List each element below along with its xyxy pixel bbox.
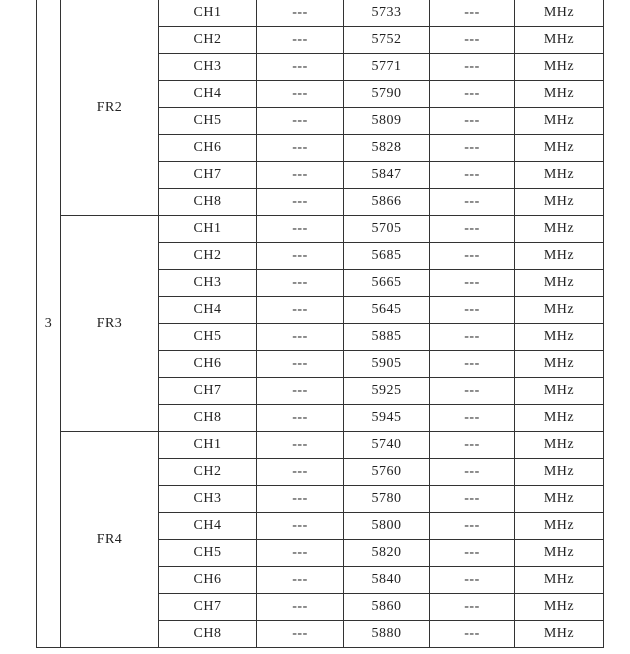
max-cell: ---	[430, 0, 515, 27]
frequency-cell: 5645	[344, 297, 430, 324]
min-cell: ---	[257, 189, 344, 216]
max-cell: ---	[430, 432, 515, 459]
channel-cell: CH1	[159, 432, 257, 459]
unit-cell: MHz	[515, 594, 604, 621]
unit-cell: MHz	[515, 324, 604, 351]
frequency-table	[36, 0, 604, 648]
unit-cell: MHz	[515, 567, 604, 594]
unit-cell: MHz	[515, 297, 604, 324]
max-cell: ---	[430, 486, 515, 513]
frequency-cell: 5780	[344, 486, 430, 513]
max-cell: ---	[430, 108, 515, 135]
min-cell: ---	[257, 594, 344, 621]
min-cell: ---	[257, 324, 344, 351]
channel-cell: CH2	[159, 459, 257, 486]
unit-cell: MHz	[515, 270, 604, 297]
min-cell: ---	[257, 297, 344, 324]
band-cell: FR2	[61, 0, 159, 216]
min-cell: ---	[257, 567, 344, 594]
unit-cell: MHz	[515, 27, 604, 54]
channel-cell: CH2	[159, 27, 257, 54]
max-cell: ---	[430, 135, 515, 162]
unit-cell: MHz	[515, 486, 604, 513]
channel-cell: CH7	[159, 162, 257, 189]
unit-cell: MHz	[515, 243, 604, 270]
item-index-cell: 3	[37, 0, 61, 648]
channel-cell: CH1	[159, 216, 257, 243]
channel-cell: CH4	[159, 81, 257, 108]
channel-cell: CH5	[159, 540, 257, 567]
frequency-cell: 5820	[344, 540, 430, 567]
max-cell: ---	[430, 324, 515, 351]
channel-cell: CH7	[159, 378, 257, 405]
min-cell: ---	[257, 81, 344, 108]
min-cell: ---	[257, 27, 344, 54]
max-cell: ---	[430, 621, 515, 648]
channel-cell: CH6	[159, 351, 257, 378]
channel-cell: CH3	[159, 54, 257, 81]
frequency-cell: 5809	[344, 108, 430, 135]
min-cell: ---	[257, 0, 344, 27]
min-cell: ---	[257, 513, 344, 540]
channel-cell: CH4	[159, 297, 257, 324]
max-cell: ---	[430, 594, 515, 621]
frequency-cell: 5880	[344, 621, 430, 648]
frequency-cell: 5733	[344, 0, 430, 27]
min-cell: ---	[257, 243, 344, 270]
unit-cell: MHz	[515, 459, 604, 486]
unit-cell: MHz	[515, 81, 604, 108]
min-cell: ---	[257, 486, 344, 513]
min-cell: ---	[257, 459, 344, 486]
unit-cell: MHz	[515, 513, 604, 540]
frequency-cell: 5905	[344, 351, 430, 378]
unit-cell: MHz	[515, 54, 604, 81]
unit-cell: MHz	[515, 189, 604, 216]
channel-cell: CH5	[159, 108, 257, 135]
channel-cell: CH1	[159, 0, 257, 27]
min-cell: ---	[257, 270, 344, 297]
channel-cell: CH6	[159, 135, 257, 162]
channel-cell: CH8	[159, 405, 257, 432]
unit-cell: MHz	[515, 162, 604, 189]
frequency-cell: 5752	[344, 27, 430, 54]
channel-cell: CH6	[159, 567, 257, 594]
frequency-cell: 5760	[344, 459, 430, 486]
unit-cell: MHz	[515, 135, 604, 162]
frequency-cell: 5840	[344, 567, 430, 594]
unit-cell: MHz	[515, 432, 604, 459]
min-cell: ---	[257, 621, 344, 648]
frequency-cell: 5885	[344, 324, 430, 351]
max-cell: ---	[430, 216, 515, 243]
frequency-cell: 5705	[344, 216, 430, 243]
channel-cell: CH8	[159, 621, 257, 648]
max-cell: ---	[430, 351, 515, 378]
frequency-cell: 5790	[344, 81, 430, 108]
unit-cell: MHz	[515, 108, 604, 135]
max-cell: ---	[430, 378, 515, 405]
frequency-cell: 5866	[344, 189, 430, 216]
frequency-cell: 5945	[344, 405, 430, 432]
channel-cell: CH3	[159, 486, 257, 513]
frequency-cell: 5828	[344, 135, 430, 162]
max-cell: ---	[430, 270, 515, 297]
min-cell: ---	[257, 108, 344, 135]
min-cell: ---	[257, 378, 344, 405]
frequency-cell: 5771	[344, 54, 430, 81]
min-cell: ---	[257, 216, 344, 243]
max-cell: ---	[430, 567, 515, 594]
table-row	[37, 216, 604, 243]
channel-cell: CH4	[159, 513, 257, 540]
frequency-cell: 5740	[344, 432, 430, 459]
max-cell: ---	[430, 162, 515, 189]
frequency-cell: 5665	[344, 270, 430, 297]
max-cell: ---	[430, 189, 515, 216]
channel-cell: CH3	[159, 270, 257, 297]
frequency-cell: 5800	[344, 513, 430, 540]
frequency-cell: 5847	[344, 162, 430, 189]
unit-cell: MHz	[515, 540, 604, 567]
max-cell: ---	[430, 405, 515, 432]
frequency-cell: 5685	[344, 243, 430, 270]
min-cell: ---	[257, 405, 344, 432]
band-cell: FR4	[61, 432, 159, 648]
unit-cell: MHz	[515, 405, 604, 432]
unit-cell: MHz	[515, 351, 604, 378]
frequency-cell: 5860	[344, 594, 430, 621]
min-cell: ---	[257, 54, 344, 81]
min-cell: ---	[257, 162, 344, 189]
max-cell: ---	[430, 27, 515, 54]
max-cell: ---	[430, 54, 515, 81]
table-row	[37, 432, 604, 459]
frequency-table-body	[37, 0, 604, 648]
min-cell: ---	[257, 135, 344, 162]
min-cell: ---	[257, 540, 344, 567]
max-cell: ---	[430, 459, 515, 486]
max-cell: ---	[430, 513, 515, 540]
max-cell: ---	[430, 540, 515, 567]
max-cell: ---	[430, 297, 515, 324]
channel-cell: CH7	[159, 594, 257, 621]
channel-cell: CH8	[159, 189, 257, 216]
unit-cell: MHz	[515, 378, 604, 405]
min-cell: ---	[257, 432, 344, 459]
table-row	[37, 0, 604, 27]
min-cell: ---	[257, 351, 344, 378]
channel-cell: CH5	[159, 324, 257, 351]
unit-cell: MHz	[515, 0, 604, 27]
unit-cell: MHz	[515, 621, 604, 648]
max-cell: ---	[430, 81, 515, 108]
band-cell: FR3	[61, 216, 159, 432]
max-cell: ---	[430, 243, 515, 270]
channel-cell: CH2	[159, 243, 257, 270]
frequency-cell: 5925	[344, 378, 430, 405]
unit-cell: MHz	[515, 216, 604, 243]
